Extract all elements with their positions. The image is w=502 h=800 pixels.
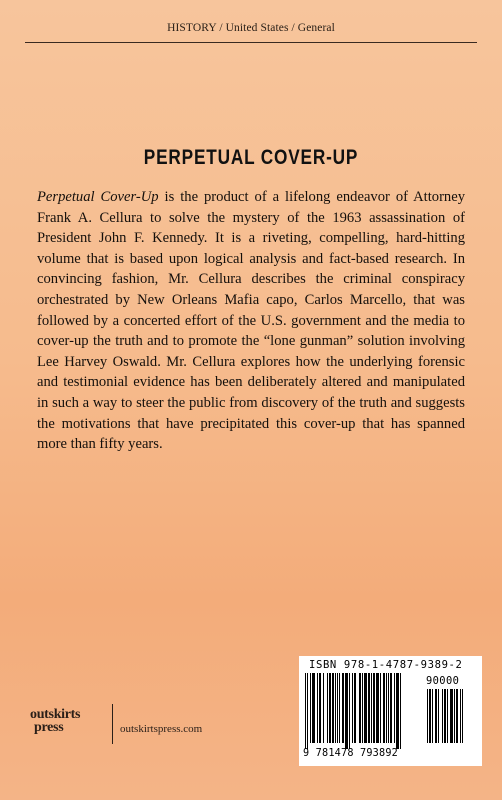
price-barcode (425, 689, 479, 749)
barcode-bar (373, 673, 375, 743)
barcode-bar (383, 673, 385, 743)
isbn-label: ISBN 978-1-4787-9389-2 (309, 659, 463, 671)
barcode-bar (352, 673, 353, 743)
barcode-bar (396, 673, 399, 749)
header-divider (25, 42, 477, 43)
publisher-logo-line2: press (34, 720, 64, 735)
logo-divider (112, 704, 113, 744)
barcode-bar (450, 689, 453, 743)
barcode-bar (323, 673, 324, 743)
barcode-bar (460, 689, 461, 743)
barcode-bar (368, 673, 370, 743)
barcode-bar (442, 689, 443, 743)
ean-barcode (303, 673, 421, 749)
barcode-bar (444, 689, 446, 743)
barcode-bar (386, 673, 387, 743)
price-code: 90000 (426, 675, 460, 687)
barcode-bar (438, 689, 439, 743)
barcode-bar (307, 673, 308, 749)
barcode-bar (337, 673, 338, 743)
blurb-text: is the product of a lifelong endeavor of Attorney Frank A. Cellura to solve the mystery of the 1963 assassination of President John F. Kennedy. It is a riveting, compelling, hard-hitting volume that is based upon logical analysis and fact-based research. In convincing fashion, Mr. Cellura describes the criminal conspiracy orchestrated by New Orleans Mafia capo, Carlos Marcello, that was followed by a concerted effort of the U.S. government and the media to cover-up the truth and to promote the “lone gunman” solution involving Lee Harvey Oswald. Mr. Cellura explores how the underlying forensic and testimonial evidence has been deliberately altered and manipulated in such a way to steer the public from discovery of the truth and suggests the motivations that have precipitated this cover-up that has spanned more than fifty years. (37, 189, 466, 453)
barcode-bar (339, 673, 340, 743)
book-title: PERPETUAL COVER-UP (143, 146, 359, 169)
barcode-bar (376, 673, 379, 743)
barcode-bar (354, 673, 356, 743)
category-label: HISTORY / United States / General (167, 22, 335, 34)
barcode-bar (312, 673, 315, 743)
barcode-bar (371, 673, 372, 743)
barcode-bar (327, 673, 328, 743)
barcode-bar (364, 673, 367, 743)
barcode-bar (394, 673, 395, 743)
barcode-bar (454, 689, 455, 743)
publisher-logo (30, 708, 110, 734)
barcode-bar (335, 673, 336, 743)
barcode-bar (345, 673, 348, 749)
barcode-bar (388, 673, 389, 743)
barcode-bar (332, 673, 334, 743)
blurb-book-title: Perpetual Cover-Up (37, 189, 159, 205)
barcode-bar (429, 689, 431, 743)
barcode-bar (317, 673, 318, 743)
barcode-bar (342, 673, 344, 743)
ean-digits: 9 781478 793892 (303, 748, 399, 759)
barcode-bar (432, 689, 433, 743)
barcode-bar (362, 673, 363, 743)
barcode-bar (462, 689, 463, 743)
barcode-bar (380, 673, 381, 743)
barcode-bar (359, 673, 361, 743)
barcode-bar (319, 673, 321, 743)
barcode-bar (456, 689, 458, 743)
publisher-logo-line1: outskirts (30, 707, 81, 722)
barcode-bar (310, 673, 311, 743)
barcode-bar (390, 673, 392, 743)
barcode-bar (447, 689, 448, 743)
barcode-bar (349, 673, 350, 749)
barcode-bar (435, 689, 437, 743)
barcode-bar (400, 673, 401, 749)
barcode-bar (329, 673, 331, 743)
isbn-barcode-block (299, 656, 482, 766)
barcode-bar (305, 673, 306, 749)
back-cover-description (37, 187, 465, 455)
barcode-bar (427, 689, 428, 743)
publisher-website: outskirtspress.com (120, 723, 203, 735)
